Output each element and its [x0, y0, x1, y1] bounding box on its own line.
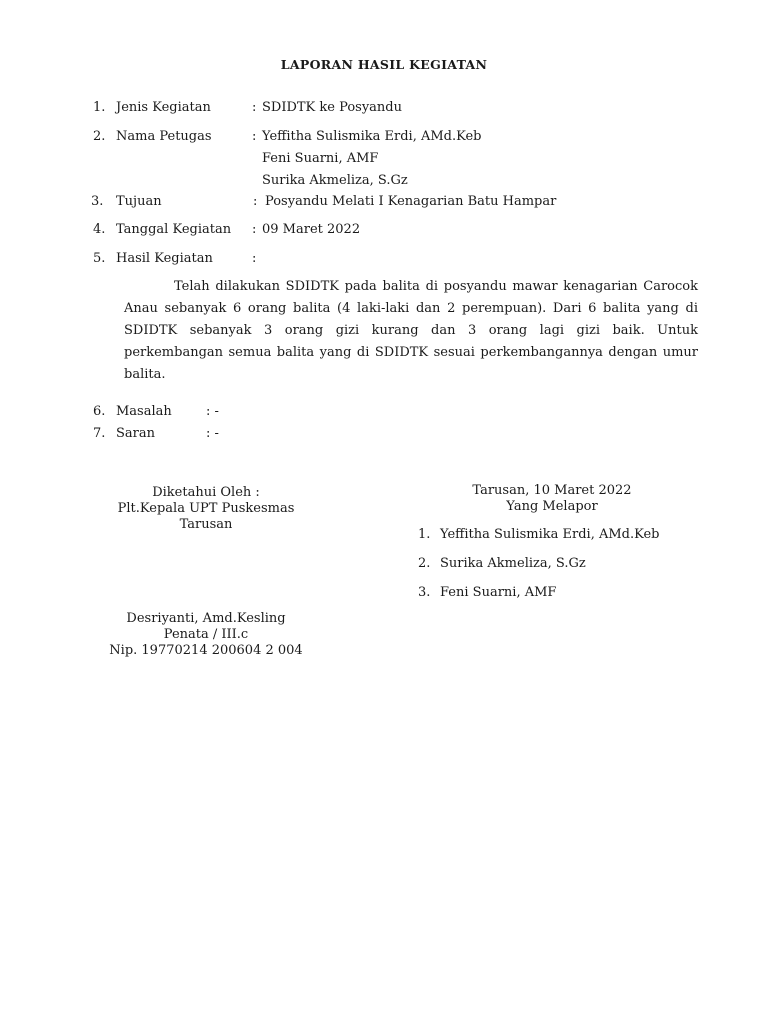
- item-3-value: Posyandu Melati I Kenagarian Batu Hampar: [265, 194, 557, 209]
- result-paragraph: Telah dilakukan SDIDTK pada balita di posyandu mawar kenagarian Carocok Anau sebanyak 6 orang balita (4 laki-laki dan 2 perempuan). Dari 6 balita yang di SDIDTK sebanyak 3 orang gizi kurang dan 3 orang lagi gizi baik. Untuk perkembangan semua balita yang di SDIDTK sesuai perkembangannya dengan umur balita.: [124, 279, 698, 382]
- item-6-number: 6.: [93, 404, 106, 419]
- place-date: Tarusan, 10 Maret 2022: [472, 483, 632, 498]
- signatory-name: Desriyanti, Amd.Kesling: [126, 611, 286, 626]
- item-1-separator: :: [252, 100, 257, 115]
- reporter-1-number: 1.: [418, 527, 431, 542]
- item-4-label: Tanggal Kegiatan: [116, 222, 232, 237]
- item-3-number: 3.: [91, 194, 104, 209]
- signatory-rank: Penata / III.c: [163, 627, 249, 642]
- item-5-number: 5.: [93, 251, 106, 266]
- reporter-role: Yang Melapor: [506, 499, 598, 514]
- report-title: LAPORAN HASIL KEGIATAN: [280, 57, 488, 72]
- left-signature-block: [86, 485, 326, 533]
- item-2-value: Yeffitha Sulismika Erdi, AMd.Keb: [262, 129, 482, 144]
- item-3-label: Tujuan: [116, 194, 162, 209]
- item-1-number: 1.: [93, 100, 106, 115]
- item-5-label: Hasil Kegiatan: [116, 251, 213, 266]
- item-4-number: 4.: [93, 222, 106, 237]
- reporter-2-name: Surika Akmeliza, S.Gz: [440, 556, 586, 571]
- known-by-label: Diketahui Oleh :: [152, 485, 260, 500]
- item-7-value: : -: [206, 426, 219, 441]
- item-7-label: Saran: [116, 426, 155, 441]
- reporter-1-name: Yeffitha Sulismika Erdi, AMd.Keb: [440, 527, 660, 542]
- item-2-extra-2: Surika Akmeliza, S.Gz: [262, 173, 408, 188]
- head-position: Plt.Kepala UPT Puskesmas: [117, 501, 295, 516]
- item-1-label: Jenis Kegiatan: [116, 100, 211, 115]
- reporter-2-number: 2.: [418, 556, 431, 571]
- reporter-3-name: Feni Suarni, AMF: [440, 585, 557, 600]
- reporter-3-number: 3.: [418, 585, 431, 600]
- item-2-extra-1: Feni Suarni, AMF: [262, 151, 379, 166]
- signatory-nip: Nip. 19770214 200604 2 004: [109, 643, 303, 658]
- item-2-number: 2.: [93, 129, 106, 144]
- item-1-value: SDIDTK ke Posyandu: [262, 100, 402, 115]
- item-2-label: Nama Petugas: [116, 129, 212, 144]
- item-3-separator: :: [253, 194, 258, 209]
- item-5-separator: :: [252, 251, 257, 266]
- item-4-separator: :: [252, 222, 257, 237]
- item-6-label: Masalah: [116, 404, 172, 419]
- item-7-number: 7.: [93, 426, 106, 441]
- left-signatory: [86, 611, 326, 659]
- right-signature-header: [432, 483, 672, 515]
- item-2-separator: :: [252, 129, 257, 144]
- item-6-value: : -: [206, 404, 219, 419]
- item-4-value: 09 Maret 2022: [262, 222, 361, 237]
- head-location: Tarusan: [179, 517, 233, 532]
